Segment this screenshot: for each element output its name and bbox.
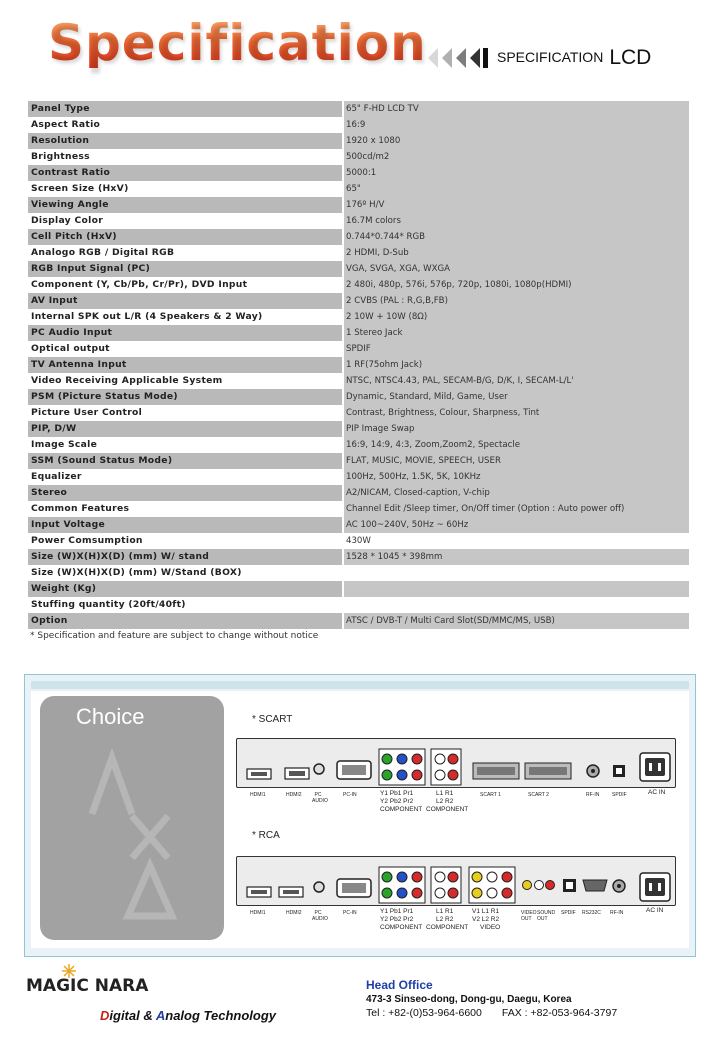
spec-value: 1 RF(75ohm Jack) <box>344 357 689 373</box>
spec-row <box>28 149 689 165</box>
spec-label: PC Audio Input <box>28 325 342 341</box>
scart2-label: SCART 2 <box>528 792 549 798</box>
scart-comp2-label: COMPONENT <box>426 806 469 813</box>
rca-comp1-bot: Y2 Pb2 Pr2 <box>380 916 414 923</box>
spec-label: PSM (Picture Status Mode) <box>28 389 342 405</box>
spec-value: Channel Edit /Sleep timer, On/Off timer (Option : Auto power off) <box>344 501 689 517</box>
spec-row <box>28 533 689 549</box>
tagline-part2: nalog Technology <box>165 1008 276 1023</box>
scart-hdmi1-label: HDMI1 <box>250 792 266 798</box>
rca-hdmi2-label: HDMI2 <box>286 910 302 916</box>
scart-comp2-top: L1 R1 <box>436 790 454 797</box>
pc-audio-port <box>314 764 324 774</box>
spec-value <box>344 597 689 613</box>
spec-label: Equalizer <box>31 471 82 482</box>
scart-comp1-label: COMPONENT <box>380 806 423 813</box>
spec-row <box>28 389 689 405</box>
rca-comp2-top: L1 R1 <box>436 908 454 915</box>
spec-label: Image Scale <box>31 439 98 450</box>
scart-rf-in-label: RF-IN <box>586 792 600 798</box>
rca-hdmi1-label: HDMI1 <box>250 910 266 916</box>
pc-audio-port <box>314 882 324 892</box>
spec-row <box>28 181 689 197</box>
rca-port-panel <box>236 856 676 906</box>
spec-row <box>28 341 689 357</box>
rca-video-bot: V2 L2 R2 <box>472 916 500 923</box>
spec-label: Optical output <box>31 343 110 354</box>
spec-row <box>28 485 689 501</box>
spec-row <box>28 245 689 261</box>
spec-label: Panel Type <box>28 101 342 117</box>
scart-ac-in-label: AC IN <box>648 789 666 796</box>
choice-title: Choice <box>76 704 145 729</box>
spec-label: RGB Input Signal (PC) <box>28 261 342 277</box>
spec-row <box>28 517 689 533</box>
tagline <box>100 1008 276 1023</box>
spec-row <box>28 373 689 389</box>
rca-comp1-label: COMPONENT <box>380 924 423 931</box>
spec-value <box>344 565 689 581</box>
spec-value: 2 480i, 480p, 576i, 576p, 720p, 1080i, 1080p(HDMI) <box>344 277 689 293</box>
spec-value: 16.7M colors <box>344 213 689 229</box>
rca-pc-audio-label: PC AUDIO <box>312 910 328 922</box>
spec-value: 2 HDMI, D-Sub <box>344 245 689 261</box>
spec-row <box>28 165 689 181</box>
scart-hdmi2-label: HDMI2 <box>286 792 302 798</box>
office-phone <box>366 1007 617 1019</box>
spec-label: Component (Y, Cb/Pb, Cr/Pr), DVD Input <box>31 279 248 290</box>
spec-value: NTSC, NTSC4.43, PAL, SECAM-B/G, D/K, I, SECAM-L/L' <box>344 373 689 389</box>
spec-row <box>28 309 689 325</box>
spec-row <box>28 117 689 133</box>
spec-value: 1528 * 1045 * 398mm <box>344 549 689 565</box>
spec-value: 16:9 <box>344 117 689 133</box>
panel-top-bar <box>31 681 689 689</box>
office-info <box>366 978 617 1019</box>
page-subtitle <box>497 46 651 70</box>
rca-spdif-label: SPDIF <box>561 910 576 916</box>
spec-value: Dynamic, Standard, Mild, Game, User <box>344 389 689 405</box>
rca-ports-graphic <box>237 857 677 907</box>
spec-row <box>28 277 689 293</box>
spec-label: Aspect Ratio <box>31 119 101 130</box>
spec-row <box>28 597 689 613</box>
spec-value: AC 100~240V, 50Hz ~ 60Hz <box>344 517 689 533</box>
scart-comp1-top: Y1 Pb1 Pr1 <box>380 790 414 797</box>
spec-row <box>28 437 689 453</box>
spec-value: A2/NICAM, Closed-caption, V-chip <box>344 485 689 501</box>
spec-label: Resolution <box>28 133 342 149</box>
spec-label: Size (W)X(H)X(D) (mm) W/Stand (BOX) <box>31 567 242 578</box>
spec-value: 1920 x 1080 <box>344 133 689 149</box>
greek-letters-decoration <box>40 696 224 940</box>
spec-value: 5000:1 <box>344 165 689 181</box>
company-logo <box>26 972 149 1002</box>
spec-label: Video Receiving Applicable System <box>31 375 223 386</box>
spec-value: FLAT, MUSIC, MOVIE, SPEECH, USER <box>344 453 689 469</box>
video-out-port <box>523 881 532 890</box>
spec-value: PIP Image Swap <box>344 421 689 437</box>
spec-row <box>28 565 689 581</box>
spec-row <box>28 261 689 277</box>
spec-label: Input Voltage <box>28 517 342 533</box>
spec-value <box>344 581 689 597</box>
spec-label: Size (W)X(H)X(D) (mm) W/ stand <box>28 549 342 565</box>
scart-port-panel <box>236 738 676 788</box>
subtitle-suffix: LCD <box>609 46 652 69</box>
spec-row <box>28 197 689 213</box>
spec-label: PIP, D/W <box>28 421 342 437</box>
rca-comp2-bot: L2 R2 <box>436 916 454 923</box>
spec-row <box>28 405 689 421</box>
scart-spdif-label: SPDIF <box>612 792 627 798</box>
rca-comp1-top: Y1 Pb1 Pr1 <box>380 908 414 915</box>
page-title: Specification <box>48 14 427 72</box>
tagline-d: D <box>100 1008 110 1023</box>
scart-ports-graphic <box>237 739 677 789</box>
spec-label: AV Input <box>28 293 342 309</box>
spec-value: 500cd/m2 <box>344 149 689 165</box>
scart1-label: SCART 1 <box>480 792 501 798</box>
spec-row <box>28 133 689 149</box>
spec-label: Stuffing quantity (20ft/40ft) <box>31 599 186 610</box>
spec-value: 0.744*0.744* RGB <box>344 229 689 245</box>
spec-label: Picture User Control <box>31 407 143 418</box>
spec-row <box>28 453 689 469</box>
rca-video-out-label: VIDEO OUT <box>521 910 537 922</box>
spec-note: * Specification and feature are subject to change without notice <box>30 631 319 641</box>
spec-label: Analogo RGB / Digital RGB <box>31 247 175 258</box>
spec-label: Common Features <box>31 503 130 514</box>
sound-out-port-l <box>535 881 544 890</box>
spec-value: 100Hz, 500Hz, 1.5K, 5K, 10KHz <box>344 469 689 485</box>
spec-label: Power Comsumption <box>31 535 143 546</box>
rca-ac-in-label: AC IN <box>646 907 664 914</box>
spec-label: Screen Size (HxV) <box>31 183 129 194</box>
spec-row <box>28 357 689 373</box>
spec-value: 16:9, 14:9, 4:3, Zoom,Zoom2, Spectacle <box>344 437 689 453</box>
spec-value: 1 Stereo Jack <box>344 325 689 341</box>
spec-label: Contrast Ratio <box>28 165 342 181</box>
spec-label: SSM (Sound Status Mode) <box>28 453 342 469</box>
spec-table <box>28 101 689 629</box>
spec-row <box>28 101 689 117</box>
spec-value: 2 CVBS (PAL : R,G,B,FB) <box>344 293 689 309</box>
arrows-icon <box>428 46 490 70</box>
spec-value: Contrast, Brightness, Colour, Sharpness, Tint <box>344 405 689 421</box>
scart-comp1-bot: Y2 Pb2 Pr2 <box>380 798 414 805</box>
spec-row <box>28 213 689 229</box>
tagline-part1: igital & <box>109 1008 156 1023</box>
tagline-a: A <box>155 1008 166 1023</box>
choice-card <box>40 696 224 940</box>
office-title: Head Office <box>366 978 433 992</box>
rca-comp2-label: COMPONENT <box>426 924 469 931</box>
spec-label: Cell Pitch (HxV) <box>28 229 342 245</box>
spec-row <box>28 469 689 485</box>
spec-row <box>28 421 689 437</box>
spec-row <box>28 229 689 245</box>
rs232c-port <box>583 880 607 891</box>
spec-label: TV Antenna Input <box>28 357 342 373</box>
rca-pc-in-label: PC-IN <box>343 910 357 916</box>
rca-rf-in-label: RF-IN <box>610 910 624 916</box>
scart-pc-audio-label: PC AUDIO <box>312 792 328 804</box>
rca-sound-out-label: SOUND OUT <box>537 910 556 922</box>
scart-pc-in-label: PC-IN <box>343 792 357 798</box>
logo-text: MAGIC NARA <box>26 976 149 996</box>
scart-section-label: * SCART <box>252 714 293 725</box>
spec-row <box>28 325 689 341</box>
rca-video-label: VIDEO <box>480 924 501 931</box>
spec-value: 65" F-HD LCD TV <box>344 101 689 117</box>
spec-label: Stereo <box>28 485 342 501</box>
rca-section-label: * RCA <box>252 830 280 841</box>
sound-out-port-r <box>546 881 555 890</box>
spec-value: 430W <box>344 533 689 549</box>
office-address: 473-3 Sinseo-dong, Dong-gu, Daegu, Korea <box>366 994 572 1005</box>
spec-row <box>28 549 689 565</box>
spec-value: 2 10W + 10W (8Ω) <box>344 309 689 325</box>
spec-value: ATSC / DVB-T / Multi Card Slot(SD/MMC/MS, USB) <box>344 613 689 629</box>
spec-row <box>28 293 689 309</box>
office-tel: Tel : +82-(0)53-964-6600 <box>366 1007 482 1019</box>
spec-label: Weight (Kg) <box>28 581 342 597</box>
spec-row <box>28 613 689 629</box>
spec-value: 176º H/V <box>344 197 689 213</box>
subtitle-text: SPECIFICATION <box>497 49 604 65</box>
spec-value: VGA, SVGA, XGA, WXGA <box>344 261 689 277</box>
rca-rs232c-label: RS232C <box>582 910 601 916</box>
spec-label: Display Color <box>31 215 104 226</box>
rca-video-top: V1 L1 R1 <box>472 908 500 915</box>
spec-value: SPDIF <box>344 341 689 357</box>
spec-label: Option <box>28 613 342 629</box>
spec-row <box>28 501 689 517</box>
scart-comp2-bot: L2 R2 <box>436 798 454 805</box>
spec-label: Viewing Angle <box>28 197 342 213</box>
spec-label: Brightness <box>31 151 90 162</box>
office-fax: FAX : +82-053-964-3797 <box>501 1007 618 1019</box>
spec-row <box>28 581 689 597</box>
spec-value: 65" <box>344 181 689 197</box>
spec-label: Internal SPK out L/R (4 Speakers & 2 Way) <box>31 311 263 322</box>
